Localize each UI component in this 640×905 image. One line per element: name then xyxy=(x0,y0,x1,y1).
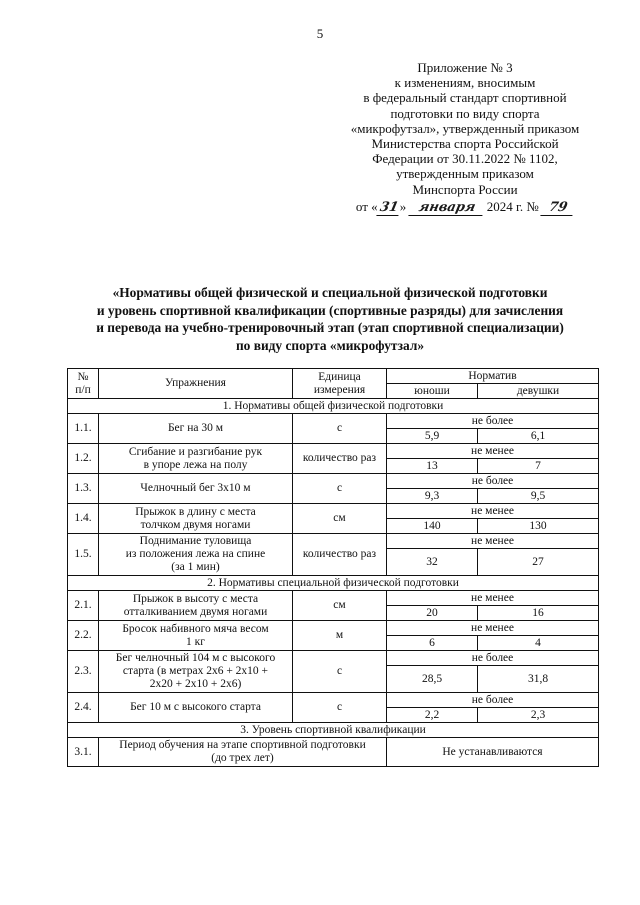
row-boys-value: 32 xyxy=(387,549,478,576)
appendix-line: подготовки по виду спорта xyxy=(390,105,540,121)
row-num: 3.1. xyxy=(68,738,99,767)
row-unit: с xyxy=(293,474,387,504)
row-girls-value: 6,1 xyxy=(478,429,599,444)
row-unit: количество раз xyxy=(293,534,387,576)
row-norm-type: не менее xyxy=(387,534,599,549)
header-boys: юноши xyxy=(387,384,478,399)
section-row xyxy=(68,399,599,414)
row-girls-value: 31,8 xyxy=(478,666,599,693)
row-num: 1.5. xyxy=(68,534,99,576)
row-boys-value: 20 xyxy=(387,606,478,621)
row-exercise: Прыжок в длину с места толчком двумя ногами xyxy=(99,504,293,534)
row-exercise: Бег 10 м с высокого старта xyxy=(99,693,293,723)
row-num: 1.4. xyxy=(68,504,99,534)
appendix-line: в федеральный стандарт спортивной xyxy=(363,90,567,106)
title-line: и перевода на учебно-тренировочный этап (этап спортивной специализации) xyxy=(96,320,564,335)
order-year: 2024 г. № xyxy=(486,198,539,214)
row-num: 2.4. xyxy=(68,693,99,723)
row-girls-value: 130 xyxy=(478,519,599,534)
handwritten-month: января xyxy=(408,200,485,216)
row-norm-type: не более xyxy=(387,651,599,666)
row-unit: количество раз xyxy=(293,444,387,474)
header-girls: девушки xyxy=(478,384,599,399)
norms-table xyxy=(67,368,599,767)
row-unit: см xyxy=(293,591,387,621)
row-exercise: Челночный бег 3х10 м xyxy=(99,474,293,504)
appendix-line: «микрофутзал», утвержденный приказом xyxy=(350,120,580,136)
title-line: и уровень спортивной квалификации (спортивные разряды) для зачисления xyxy=(96,302,564,318)
header-unit: Единица измерения xyxy=(293,369,387,399)
row-num: 1.1. xyxy=(68,414,99,444)
row-girls-value: 7 xyxy=(478,459,599,474)
row-norm-type: не более xyxy=(387,474,599,489)
section-row xyxy=(68,723,599,738)
table-row xyxy=(68,621,599,636)
handwritten-order-number: 79 xyxy=(540,200,575,216)
title-line: по виду спорта «микрофутзал» xyxy=(235,337,425,353)
row-num: 2.3. xyxy=(68,651,99,693)
section-row xyxy=(68,576,599,591)
document-title xyxy=(60,284,600,354)
handwritten-day: 31 xyxy=(376,200,402,216)
title-line: «Нормативы общей физической и специальной физической подготовки xyxy=(112,285,548,300)
appendix-block xyxy=(340,60,590,216)
row-boys-value: 6 xyxy=(387,636,478,651)
row-boys-value: 2,2 xyxy=(387,708,478,723)
order-date-prefix: от « xyxy=(355,198,378,214)
page-number: 5 xyxy=(316,26,324,41)
row-num: 1.3. xyxy=(68,474,99,504)
section-title: 3. Уровень спортивной квалификации xyxy=(68,723,599,738)
row-num: 2.1. xyxy=(68,591,99,621)
row-unit: с xyxy=(293,651,387,693)
table-row xyxy=(68,444,599,459)
row-num: 2.2. xyxy=(68,621,99,651)
row-boys-value: 28,5 xyxy=(387,666,478,693)
row-norm-type: не менее xyxy=(387,444,599,459)
row-exercise: Сгибание и разгибание рук в упоре лежа на полу xyxy=(99,444,293,474)
row-girls-value: 2,3 xyxy=(478,708,599,723)
order-date-mid: » xyxy=(399,198,407,214)
row-exercise: Бег на 30 м xyxy=(99,414,293,444)
table-row xyxy=(68,591,599,606)
row-num: 1.2. xyxy=(68,444,99,474)
row-norm-type: не менее xyxy=(387,591,599,606)
row-girls-value: 4 xyxy=(478,636,599,651)
row-exercise: Период обучения на этапе спортивной подготовки (до трех лет) xyxy=(99,738,387,767)
row-unit: м xyxy=(293,621,387,651)
table-row xyxy=(68,738,599,767)
row-unit: с xyxy=(293,414,387,444)
table-row xyxy=(68,414,599,429)
appendix-line: Минспорта России xyxy=(412,181,518,197)
row-boys-value: 9,3 xyxy=(387,489,478,504)
header-num: № п/п xyxy=(68,369,99,399)
row-norm-type: не более xyxy=(387,693,599,708)
row-exercise: Прыжок в высоту с места отталкиванием двумя ногами xyxy=(99,591,293,621)
order-date-line xyxy=(340,199,590,216)
table-row xyxy=(68,474,599,489)
section-title: 2. Нормативы специальной физической подготовки xyxy=(68,576,599,591)
row-girls-value: 27 xyxy=(478,549,599,576)
appendix-line: Федерации от 30.11.2022 № 1102, xyxy=(372,151,558,167)
table-row xyxy=(68,693,599,708)
header-row xyxy=(68,369,599,384)
row-merged-value: Не устанавливаются xyxy=(387,738,599,767)
row-norm-type: не менее xyxy=(387,621,599,636)
row-exercise: Бег челночный 104 м с высокого старта (в метрах 2х6 + 2х10 + 2х20 + 2х10 + 2х6) xyxy=(99,651,293,693)
row-exercise: Бросок набивного мяча весом 1 кг xyxy=(99,621,293,651)
table-row xyxy=(68,651,599,666)
row-girls-value: 9,5 xyxy=(478,489,599,504)
row-boys-value: 13 xyxy=(387,459,478,474)
appendix-line: утвержденным приказом xyxy=(396,166,534,182)
row-unit: см xyxy=(293,504,387,534)
header-exercise: Упражнения xyxy=(99,369,293,399)
row-boys-value: 140 xyxy=(387,519,478,534)
table-row xyxy=(68,504,599,519)
row-exercise: Поднимание туловища из положения лежа на спине (за 1 мин) xyxy=(99,534,293,576)
appendix-line: Министерства спорта Российской xyxy=(371,136,559,152)
appendix-line: Приложение № 3 xyxy=(417,60,513,75)
row-girls-value: 16 xyxy=(478,606,599,621)
row-norm-type: не менее xyxy=(387,504,599,519)
header-norm: Норматив xyxy=(387,369,599,384)
row-unit: с xyxy=(293,693,387,723)
appendix-line: к изменениям, вносимым xyxy=(394,75,536,91)
table-row xyxy=(68,534,599,549)
section-title: 1. Нормативы общей физической подготовки xyxy=(68,399,599,414)
row-boys-value: 5,9 xyxy=(387,429,478,444)
row-norm-type: не более xyxy=(387,414,599,429)
